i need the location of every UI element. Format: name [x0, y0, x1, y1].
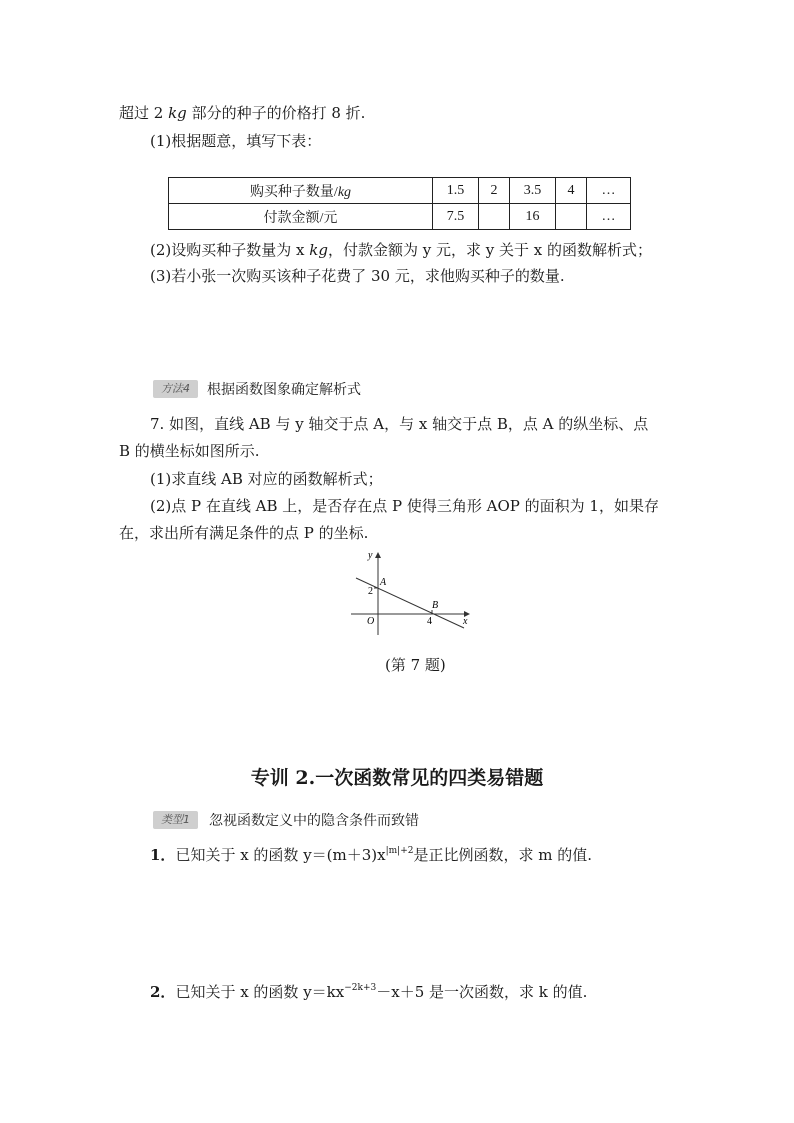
q7-graph [350, 547, 475, 637]
q6-part2 [150, 240, 652, 260]
q6-part2-unit: kg [309, 241, 328, 259]
q7-part2-line1: (2)点 P 在直线 AB 上，是否存在点 P 使得三角形 AOP 的面积为 1，如果存 [150, 497, 659, 515]
table-cell: 1.5 [433, 178, 479, 204]
method-tag: 方法4 [153, 380, 198, 398]
problem-2-text: 已知关于 x 的函数 y＝kx [175, 983, 345, 1001]
y-axis-label: y [368, 550, 373, 561]
type-title: 忽视函数定义中的隐含条件而致错 [209, 813, 419, 829]
table-cell: 2 [479, 178, 510, 204]
q6-intro-unit: kg [168, 104, 187, 122]
problem-1-text-2: 是正比例函数，求 m 的值. [413, 846, 593, 864]
q6-part1: (1)根据题意，填写下表： [150, 132, 322, 150]
y-tick-label: 2 [368, 586, 373, 597]
table-header-quantity [169, 178, 433, 204]
q6-intro-text: 超过 2 [119, 104, 169, 122]
table-header-quantity-unit: kg [337, 184, 352, 200]
type-tag: 类型1 [153, 811, 198, 829]
x-axis-label: x [463, 616, 468, 627]
table-row [169, 178, 631, 204]
seed-price-table [168, 177, 631, 230]
problem-2-text-2: －x＋5 是一次函数，求 k 的值. [376, 983, 588, 1001]
table-cell: … [587, 178, 631, 204]
problem-2-exponent: −2k+3 [344, 983, 377, 993]
table-cell-blank [479, 204, 510, 230]
q6-part2-text-2: ，付款金额为 y 元，求 y 关于 x 的函数解析式； [327, 241, 652, 259]
problem-1-text: 已知关于 x 的函数 y＝(m＋3)x [175, 846, 386, 864]
table-cell: 7.5 [433, 204, 479, 230]
table-cell: 3.5 [510, 178, 556, 204]
q7-line1: 7. 如图，直线 AB 与 y 轴交于点 A，与 x 轴交于点 B，点 A 的纵坐标、点 [150, 415, 649, 433]
q6-part2-text: (2)设购买种子数量为 x [150, 241, 310, 259]
q6-intro [119, 103, 365, 123]
problem-1-exponent: |m|+2 [385, 846, 414, 856]
problem-2-number: 2． [150, 983, 176, 1001]
table-cell: … [587, 204, 631, 230]
q6-part3: (3)若小张一次购买该种子花费了 30 元，求他购买种子的数量. [150, 267, 565, 285]
table-cell: 4 [556, 178, 587, 204]
x-tick-label: 4 [427, 616, 432, 627]
table-header-quantity-text: 购买种子数量/ [249, 184, 338, 200]
table-cell: 16 [510, 204, 556, 230]
q7-part1: (1)求直线 AB 对应的函数解析式； [150, 470, 383, 488]
q6-intro-text-2: 部分的种子的价格打 8 折. [186, 104, 366, 122]
problem-2 [150, 982, 587, 1002]
q7-line2: B 的横坐标如图所示. [119, 442, 260, 460]
problem-1 [150, 845, 592, 865]
origin-label: O [367, 616, 375, 627]
method-title: 根据函数图象确定解析式 [207, 382, 361, 398]
q7-part2-line2: 在，求出所有满足条件的点 P 的坐标. [119, 524, 369, 542]
problem-1-number: 1． [150, 846, 176, 864]
q7-caption: (第 7 题) [385, 656, 446, 674]
table-header-payment: 付款金额/元 [169, 204, 433, 230]
point-a-label: A [380, 577, 387, 588]
section-heading: 专训 2.一次函数常见的四类易错题 [250, 767, 544, 789]
point-b-label: B [432, 600, 439, 611]
table-cell-blank [556, 204, 587, 230]
table-row [169, 204, 631, 230]
